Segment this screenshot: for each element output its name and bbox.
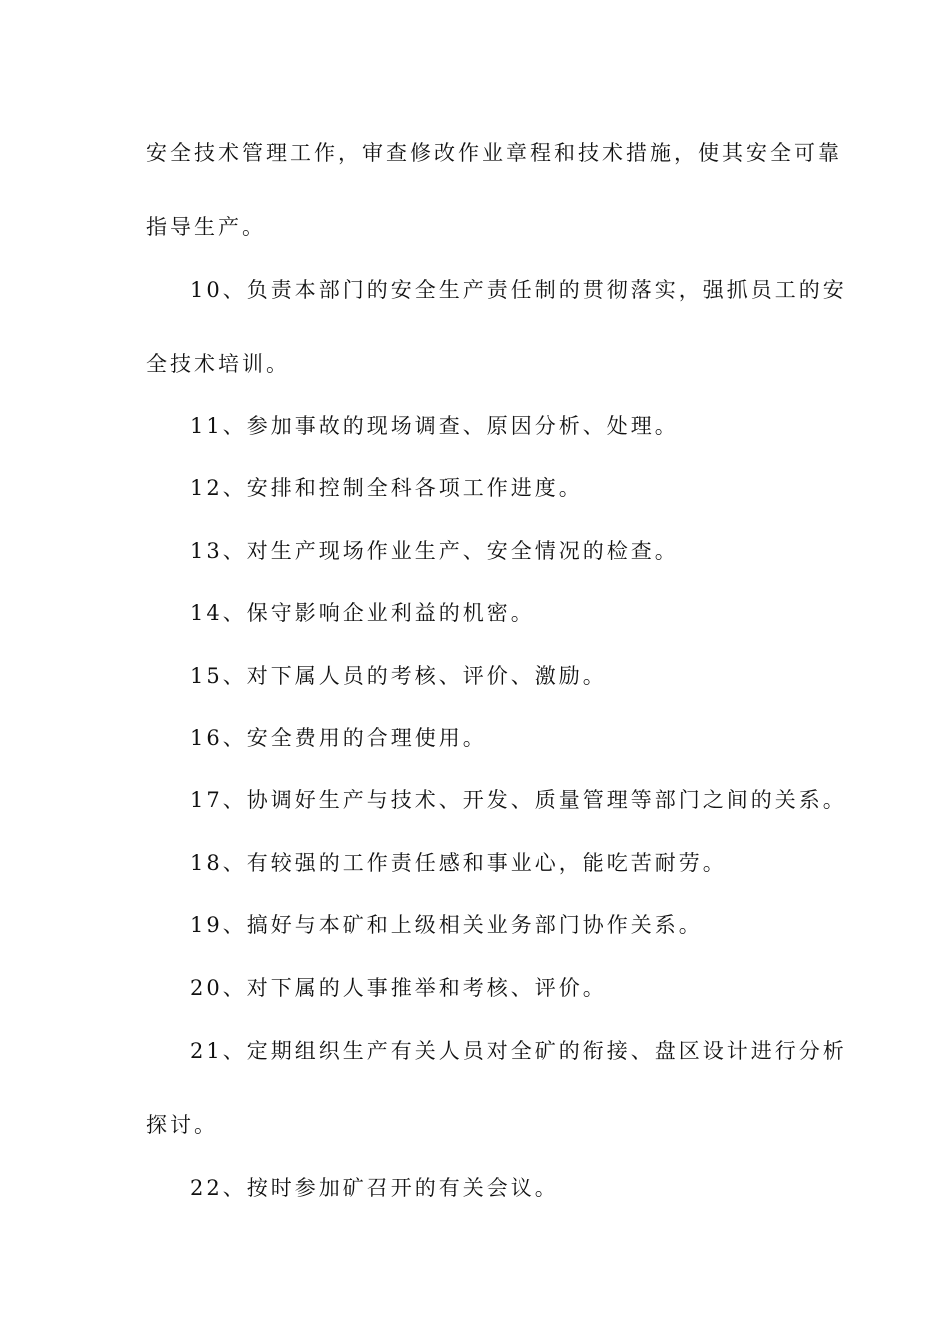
list-item: 17、协调好生产与技术、开发、质量管理等部门之间的关系。 bbox=[190, 788, 847, 812]
list-item: 16、安全费用的合理使用。 bbox=[190, 726, 487, 750]
list-item: 14、保守影响企业利益的机密。 bbox=[190, 601, 535, 625]
text-line: 全技术培训。 bbox=[146, 352, 290, 376]
list-item: 20、对下属的人事推举和考核、评价。 bbox=[190, 976, 607, 1000]
list-item: 11、参加事故的现场调查、原因分析、处理。 bbox=[190, 414, 679, 438]
list-item: 18、有较强的工作责任感和事业心，能吃苦耐劳。 bbox=[190, 851, 727, 875]
list-item: 21、定期组织生产有关人员对全矿的衔接、盘区设计进行分析 bbox=[190, 1039, 847, 1063]
text-line: 安全技术管理工作，审查修改作业章程和技术措施，使其安全可靠 bbox=[146, 141, 842, 165]
list-item: 12、安排和控制全科各项工作进度。 bbox=[190, 476, 583, 500]
list-item: 10、负责本部门的安全生产责任制的贯彻落实，强抓员工的安 bbox=[190, 278, 847, 302]
text-line: 探讨。 bbox=[146, 1113, 218, 1137]
list-item: 13、对生产现场作业生产、安全情况的检查。 bbox=[190, 539, 679, 563]
list-item: 15、对下属人员的考核、评价、激励。 bbox=[190, 664, 607, 688]
list-item: 22、按时参加矿召开的有关会议。 bbox=[190, 1176, 559, 1200]
list-item: 19、搞好与本矿和上级相关业务部门协作关系。 bbox=[190, 913, 703, 937]
text-line: 指导生产。 bbox=[146, 215, 266, 239]
